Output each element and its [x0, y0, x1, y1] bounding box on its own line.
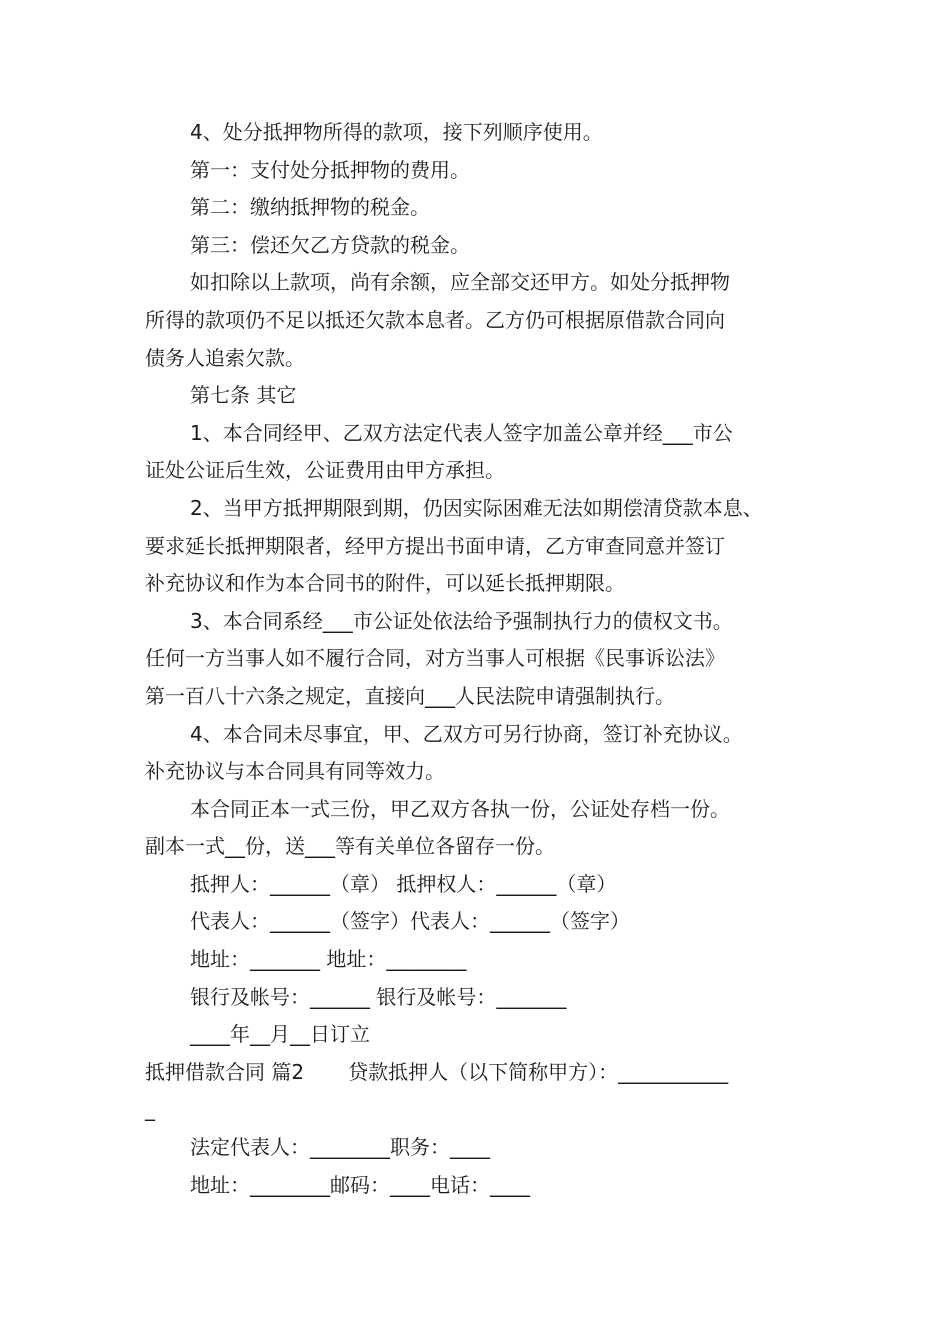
paragraph-line: 如扣除以上款项，尚有余额，应全部交还甲方。如处分抵押物: [190, 270, 730, 295]
document-page: [145, 114, 810, 1204]
paragraph-line: 第一：支付处分抵押物的费用。: [190, 157, 470, 182]
section-2-wrap-line: _: [145, 1097, 155, 1122]
section-2-title: 抵押借款合同 篇2: [145, 1059, 305, 1084]
paragraph-line: 第一百八十六条之规定，直接向___人民法院申请强制执行。: [145, 683, 675, 708]
paragraph-line: 4、本合同未尽事宜，甲、乙双方可另行协商，签订补充协议。: [190, 721, 743, 746]
paragraph-line: 代表人：______（签字）代表人：______（签字）: [190, 909, 630, 934]
section-2-paragraph-line: 地址：________邮码：____电话：____: [190, 1172, 530, 1197]
contract-section-2-body: [145, 1129, 810, 1204]
paragraph-line: 补充协议和作为本合同书的附件，可以延长抵押期限。: [145, 571, 625, 596]
paragraph-line: 债务人追索欠款。: [145, 345, 305, 370]
paragraph-line: 第七条 其它: [190, 383, 297, 408]
paragraph-line: 1、本合同经甲、乙双方法定代表人签字加盖公章并经___市公: [190, 420, 733, 445]
paragraph-line: 4、处分抵押物所得的款项，接下列顺序使用。: [190, 120, 603, 144]
paragraph-line: 本合同正本一式三份，甲乙双方各执一份，公证处存档一份。: [190, 796, 730, 821]
paragraph-line: 银行及帐号：______ 银行及帐号：_______: [190, 984, 567, 1009]
paragraph-line: 第二：缴纳抵押物的税金。: [190, 195, 430, 220]
paragraph-line: 补充协议与本合同具有同等效力。: [145, 759, 445, 784]
paragraph-line: ____年__月__日订立: [190, 1022, 370, 1047]
contract-body: [145, 114, 810, 1054]
paragraph-line: 证处公证后生效，公证费用由甲方承担。: [145, 458, 505, 483]
paragraph-line: 任何一方当事人如不履行合同，对方当事人可根据《民事诉讼法》: [145, 646, 725, 671]
section-2-paragraph-line: 法定代表人：________职务：____: [190, 1135, 490, 1160]
paragraph-line: 2、当甲方抵押期限到期，仍因实际困难无法如期偿清贷款本息、: [190, 495, 763, 520]
paragraph-line: 副本一式__份，送___等有关单位各留存一份。: [145, 834, 555, 859]
paragraph-line: 3、本合同系经___市公证处依法给予强制执行力的债权文书。: [190, 608, 733, 633]
paragraph-line: 第三：偿还欠乙方贷款的税金。: [190, 232, 470, 257]
section-2-heading-line: [145, 1054, 810, 1092]
paragraph-line: 地址：_______ 地址：________: [190, 947, 467, 972]
section-2-first-line: 贷款抵押人（以下简称甲方）：___________: [348, 1059, 729, 1084]
paragraph-line: 抵押人：______（章） 抵押权人：______（章）: [190, 871, 617, 896]
paragraph-line: 要求延长抵押期限者，经甲方提出书面申请，乙方审查同意并签订: [145, 533, 725, 558]
paragraph-line: 所得的款项仍不足以抵还欠款本息者。乙方仍可根据原借款合同向: [145, 307, 725, 332]
